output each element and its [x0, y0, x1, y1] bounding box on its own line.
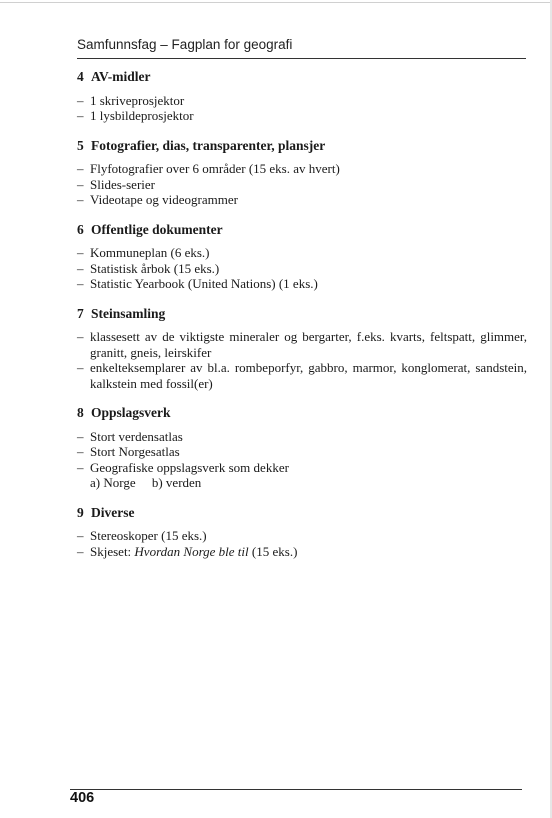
list-item-text: Geografiske oppslagsverk som dekker [90, 459, 289, 475]
section-offentlige-dokumenter [77, 222, 527, 292]
dash-marker: – [77, 444, 84, 459]
dash-marker: – [77, 260, 84, 276]
list-item [77, 460, 527, 476]
list-item [77, 261, 527, 277]
dash-marker: – [77, 276, 84, 291]
list-item [77, 444, 527, 460]
section-number: 7 [77, 305, 84, 321]
list-item-text: Slides-serier [90, 176, 155, 192]
list-item-text: Stort Norgesatlas [90, 444, 180, 459]
dash-marker: – [77, 245, 84, 260]
section-heading [77, 405, 527, 421]
list-item-text: Stort verdensatlas [90, 428, 183, 444]
dash-marker: – [77, 360, 84, 375]
sub-options: a) Norge b) verden [90, 475, 202, 490]
list-item [77, 245, 527, 261]
section-title: Fotografier, dias, transparenter, plansjer [91, 137, 326, 153]
list-item [77, 276, 527, 292]
section-number: 4 [77, 69, 84, 84]
section-heading [77, 222, 527, 238]
section-title: Oppslagsverk [91, 405, 171, 420]
scan-top-edge [0, 2, 552, 3]
section-title: Diverse [91, 504, 135, 520]
section-heading [77, 138, 527, 154]
skjeset-prefix: Skjeset: [90, 543, 135, 559]
section-title: Steinsamling [91, 305, 166, 321]
list-item-text: Statistisk årbok (15 eks.) [90, 260, 220, 276]
book-title: Hvordan Norge ble til [134, 543, 249, 559]
section-av-midler [77, 69, 527, 124]
list-item-text: Statistic Yearbook (United Nations) (1 eks.) [90, 276, 318, 291]
list-item [77, 429, 527, 445]
list-item-text: 1 lysbildeprosjektor [90, 108, 194, 123]
section-title: AV-midler [91, 69, 151, 84]
section-heading [77, 505, 527, 521]
section-number: 5 [77, 137, 84, 153]
dash-marker: – [77, 92, 84, 108]
dash-marker: – [77, 528, 84, 543]
section-steinsamling [77, 306, 527, 392]
list-item [77, 329, 527, 360]
section-number: 6 [77, 221, 84, 237]
list-item [77, 192, 527, 208]
section-diverse [77, 505, 527, 560]
section-number: 9 [77, 504, 84, 520]
list-item [77, 360, 527, 391]
section-oppslagsverk [77, 405, 527, 491]
section-title: Offentlige dokumenter [91, 221, 223, 237]
dash-marker: – [77, 428, 84, 444]
dash-marker: – [77, 329, 84, 344]
list-item [77, 528, 527, 544]
list-item [77, 177, 527, 193]
section-fotografier [77, 138, 527, 208]
running-header: Samfunnsfag – Fagplan for geografi [77, 37, 293, 52]
section-heading [77, 306, 527, 322]
list-item [77, 161, 527, 177]
list-item-text: Flyfotografier over 6 områder (15 eks. av hvert) [90, 161, 340, 176]
footer-rule [70, 789, 522, 790]
page-content [77, 60, 527, 559]
list-item-text: Stereoskoper (15 eks.) [90, 528, 207, 543]
list-item [77, 544, 527, 560]
header-rule [77, 58, 526, 59]
list-item-text: Videotape og videogrammer [90, 192, 238, 207]
list-item-text: Kommuneplan (6 eks.) [90, 245, 210, 260]
dash-marker: – [77, 161, 84, 176]
dash-marker: – [77, 176, 84, 192]
section-number: 8 [77, 405, 84, 420]
list-item-text: klassesett av de viktigste mineraler og bergarter, f.eks. kvarts, feltspatt, glimmer, granitt, gneis, leirskifer [90, 329, 527, 360]
list-item-text: 1 skriveprosjektor [90, 92, 185, 108]
skjeset-suffix: (15 eks.) [248, 543, 298, 559]
dash-marker: – [77, 192, 84, 207]
page-number: 406 [70, 790, 95, 806]
dash-marker: – [77, 108, 84, 123]
dash-marker: – [77, 543, 84, 559]
section-heading [77, 69, 527, 85]
list-item [77, 108, 527, 124]
dash-marker: – [77, 459, 84, 475]
list-item [77, 93, 527, 109]
list-item-text: enkelteksemplarer av bl.a. rombeporfyr, gabbro, marmor, konglomerat, sandstein, kalkstein med fossil(er) [90, 360, 527, 391]
